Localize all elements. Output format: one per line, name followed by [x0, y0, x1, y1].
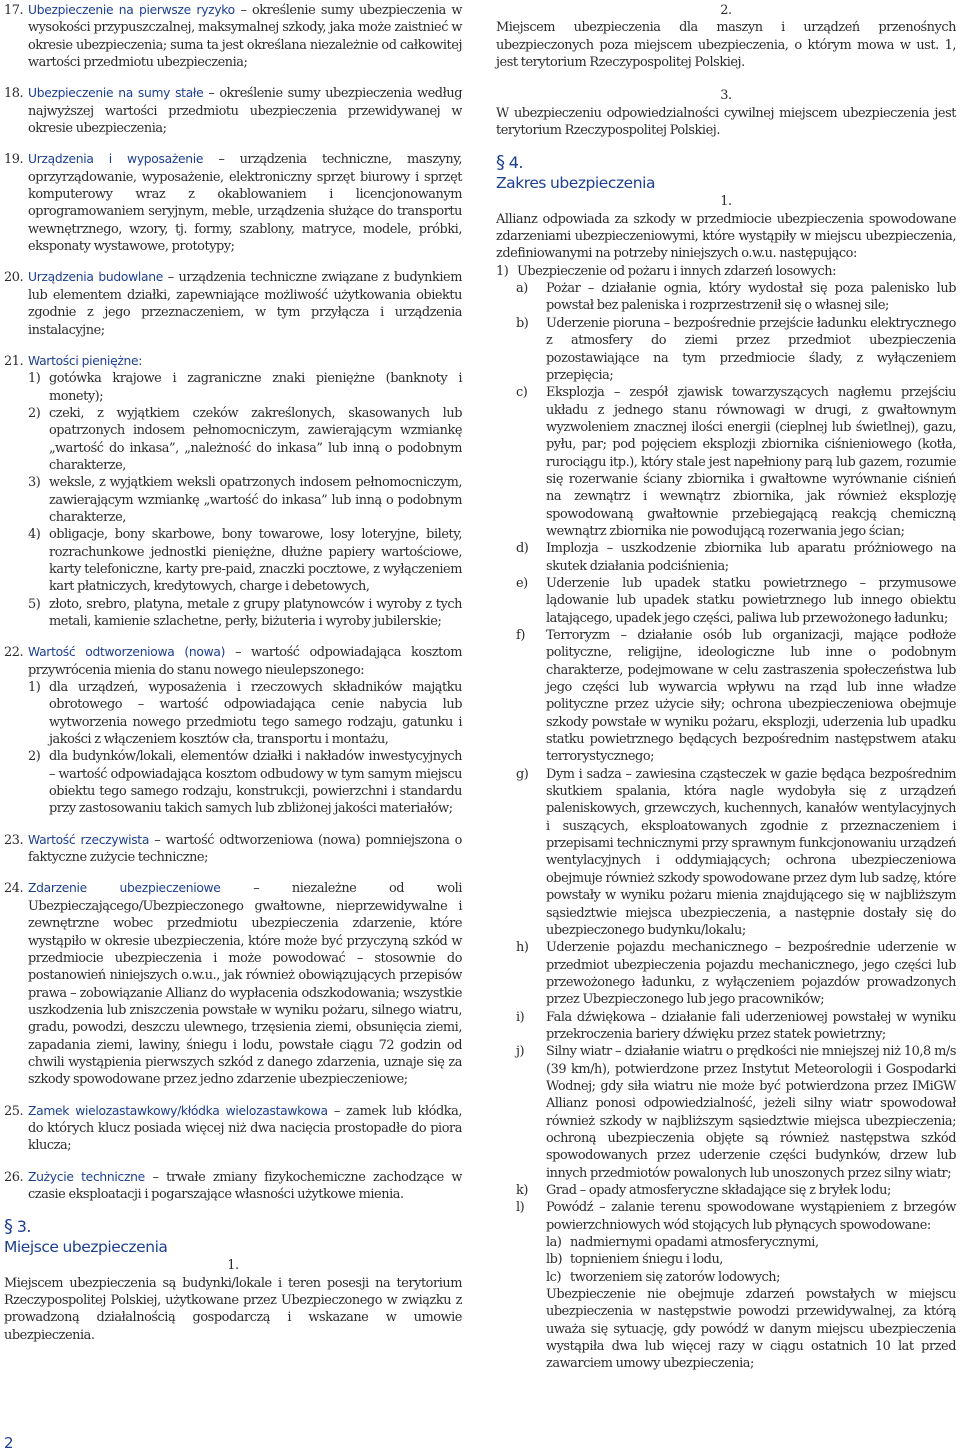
paragraph-text: Miejscem ubezpieczenia są budynki/lokale i teren posesji na terytorium Rzeczypospolitej Polskiej, użytkowane przez Ubezpieczonego w związku z prowadzoną działalnością gospodarczą i wskazane w umowie ubezpieczenia. — [4, 1275, 462, 1343]
list-text: Uderzenie lub upadek statku powietrznego – przymusowe lądowanie lub upadek statku powietrznego lub innego obiektu latającego, upadek jego części, paliwa lub przewożonego ładunku; — [546, 575, 956, 626]
list-marker: 1) — [28, 680, 41, 696]
list-text: złoto, srebro, platyna, metale z grupy platynowców i wyroby z tych metali, kamienie szlachetne, perły, biżuteria i wyroby jubilerskie; — [49, 596, 462, 629]
list-item — [516, 540, 956, 575]
definition-term: Ubezpieczenie na pierwsze ryzyko — [28, 3, 235, 17]
list-marker: d) — [516, 541, 529, 557]
definition-body — [28, 1169, 462, 1204]
list-text: Uderzenie pojazdu mechanicznego – bezpośrednie uderzenie w przedmiot ubezpieczenia pojazdu mechanicznego, jego części lub przewożonego ładunku, z wyłączeniem pojazdów prowadzonych przez Ubezpieczonego lub jego pracowników; — [546, 940, 956, 1008]
definition-number: 18. — [4, 86, 24, 102]
definition-text: – określenie sumy ubezpieczenia w wysokości przypuszczalnej, maksymalnej szkody, jaka może zaistnieć w okresie ubezpieczenia; suma ta jest określana niezależnie od całkowitej wartości przedmiotu ubezpieczenia; — [28, 3, 462, 71]
definition-body — [28, 832, 462, 867]
definition-text: – urządzenia techniczne związane z budynkiem lub elementem działki, zapewniające możliwość użytkowania obiektu zgodnie z jego przeznaczeniem, w tym przyłącza i urządzenia instalacyjne; — [28, 270, 462, 338]
section-number: 3. — [16, 1217, 32, 1237]
list-marker: lc) — [546, 1269, 562, 1285]
definition-term: Urządzenia budowlane — [28, 270, 163, 285]
section-4-heading — [496, 153, 956, 193]
definition-body — [28, 1103, 462, 1155]
list-item — [28, 370, 462, 405]
list-item — [546, 1251, 956, 1268]
list-text: Dym i sadza – zawiesina cząsteczek w gazie będąca bezpośrednim skutkiem spalania, która nagle wydobyła się z urządzeń paleniskowych, grzewczych, kuchennych, kanałów wentylacyjnych i suszących, eksploatowanych zgodnie z przeznaczeniem i przepisami technicznymi przy sprawnym funkcjonowaniu urządzeń wentylacyjnych i oddymiających; ochrona ubezpieczeniowa obejmuje również szkody spowodowane przez dym lub sadzę, które powstały w wyniku pożaru mienia znajdującego się w najbliższym sąsiedztwie miejsca ubezpieczenia, a następnie dostały się do ubezpieczonego budynku/lokalu; — [546, 766, 956, 938]
definition-number: 22. — [4, 645, 24, 661]
definition-term: Urządzenia i wyposażenie — [28, 152, 204, 167]
list-marker: g) — [516, 766, 529, 782]
definition-item — [4, 151, 462, 255]
definition-term: Wartość rzeczywista — [28, 832, 150, 847]
list-item — [28, 474, 462, 526]
definition-term: Zdarzenie ubezpieczeniowe — [28, 881, 221, 896]
list-text: czeki, z wyjątkiem czeków zakreślonych, skasowanych lub opatrzonych indosem pełnomocniczym, zawierającym wzmiankę „wartość do inkasa”, „należność do inkasa” lub inną o podobnym charakterze, — [49, 405, 462, 473]
definition-item — [4, 85, 462, 137]
list-item — [28, 596, 462, 631]
list-marker: 2) — [28, 749, 41, 765]
list-item — [516, 1043, 956, 1182]
paragraph-number: 3. — [720, 88, 732, 104]
list-item — [516, 766, 956, 939]
list-marker: 5) — [28, 596, 41, 612]
definition-item — [4, 1103, 462, 1155]
list-item — [516, 384, 956, 540]
list-text: gotówka krajowe i zagraniczne znaki pieniężne (banknoty i monety); — [49, 371, 462, 404]
list-marker: i) — [516, 1009, 525, 1025]
definition-text: – trwałe zmiany fizykochemiczne zachodzące w czasie eksploatacji i pogarszające własności użytkowe mienia. — [28, 1169, 463, 1202]
list-item — [516, 627, 956, 766]
list-marker: l) — [516, 1200, 525, 1216]
list-item — [516, 1009, 956, 1044]
definition-number: 24. — [4, 881, 24, 897]
definition-body — [28, 880, 462, 1088]
list-item — [546, 1234, 956, 1251]
list-marker: f) — [516, 628, 525, 643]
list-marker: 1) — [28, 371, 41, 387]
list-marker: c) — [516, 385, 528, 401]
page-number: 2 — [4, 1434, 14, 1452]
definition-number: 25. — [4, 1103, 24, 1119]
definition-term: Ubezpieczenie na sumy stałe — [28, 86, 204, 101]
list-text: Fala dźwiękowa – działanie fali uderzeniowej powstałej w wyniku przekroczenia bariery dźwięku przez statek powietrzny; — [546, 1009, 956, 1042]
list-item — [516, 1199, 956, 1234]
definition-item — [4, 880, 462, 1088]
list-text: Implozja – uszkodzenie zbiornika lub aparatu próżniowego na skutek działania podciśnienia; — [546, 541, 956, 574]
definition-term: Wartości pieniężne: — [28, 353, 143, 368]
list-item — [28, 526, 462, 595]
list-text: tworzeniem się zatorów lodowych; — [570, 1269, 781, 1285]
definition-number: 21. — [4, 353, 24, 369]
section-number: 4. — [508, 153, 524, 173]
list-marker: b) — [516, 315, 529, 331]
list-item — [496, 263, 956, 280]
definition-body — [28, 2, 462, 71]
list-item — [516, 575, 956, 627]
definition-text: – urządzenia techniczne, maszyny, oprzyrządowanie, wyposażenie, elektroniczny sprzęt biurowy i sprzęt komputerowy wraz z okablowaniem i licencjonowanym oprogramowaniem seryjnym, meble, urządzenia służące do transportu wewnętrznego, wzory, tj. formy, szablony, matryce, modele, próbki, eksponaty wystawowe, prototypy; — [28, 152, 463, 255]
list-text: Uderzenie pioruna – bezpośrednie przejście ładunku elektrycznego z atmosfery do ziemi przez przedmiot ubezpieczenia pozostawiające na tym przedmiocie ślady, z wyłączeniem przepięcia; — [546, 315, 956, 383]
list-text: Silny wiatr – działanie wiatru o prędkości nie mniejszej niż 10,8 m/s (39 km/h), potwierdzone przez Instytut Meteorologii i Gospodarki Wodnej; gdy siła wiatru nie może być potwierdzona przez IMiGW Allianz ponosi odpowiedzialność, jeżeli silny wiatr spowodował również szkody w najbliższym sąsiedztwie miejsca ubezpieczenia; ochroną ubezpieczenia objęte są również następstwa szkód spowodowanych przez uderzenie części budynków, drzew lub innych przedmiotów powalonych lub unoszonych przez silny wiatr; — [546, 1044, 956, 1181]
list-marker: e) — [516, 575, 528, 591]
definition-21 — [4, 353, 462, 631]
definition-number: 17. — [4, 3, 24, 18]
definition-text: – określenie sumy ubezpieczenia według najwyższej wartości przedmiotu ubezpieczenia przewidywanej w okresie ubezpieczenia; — [28, 86, 462, 137]
list-text: nadmiernymi opadami atmosferycznymi, — [570, 1235, 819, 1251]
list-text: dla budynków/lokali, elementów działki i nakładów inwestycyjnych – wartość odpowiadająca kosztom odbudowy w tym samym miejscu obiektu tego samego rodzaju, konstrukcji, powierzchni i standardu przy zastosowaniu takich samych lub zbliżonej jakości materiałów; — [49, 749, 462, 817]
list-marker: lb) — [546, 1252, 563, 1268]
list-marker: k) — [516, 1183, 528, 1198]
paragraph-sign: § — [4, 1216, 13, 1238]
list-text: dla urządzeń, wyposażenia i rzeczowych składników majątku obrotowego – wartość odpowiadająca cenie nabycia lub wytworzenia nowego przedmiotu tego samego rodzaju, gatunku i jakości z włączeniem kosztów cła, transportu i montażu, — [49, 680, 462, 748]
definition-text: – wartość odtworzeniowa (nowa) pomniejszona o faktyczne zużycie techniczne; — [28, 832, 462, 866]
section-title: Zakres ubezpieczenia — [496, 174, 656, 193]
list-marker: 3) — [28, 475, 41, 491]
right-column — [496, 2, 956, 1373]
definition-item — [4, 1169, 462, 1204]
list-item — [28, 405, 462, 474]
list-item — [28, 679, 462, 748]
list-marker: 2) — [28, 405, 41, 421]
list-marker: 1) — [496, 263, 509, 279]
list-text: Ubezpieczenie od pożaru i innych zdarzeń losowych: — [517, 263, 836, 279]
definition-number: 23. — [4, 832, 24, 848]
list-marker: 4) — [28, 527, 41, 543]
definition-text: – niezależne od woli Ubezpieczającego/Ubezpieczonego gwałtowne, nieprzewidywalne i zewnętrzne wobec przedmiotu ubezpieczenia zdarzenie, które wystąpiło w okresie ubezpieczenia, które może być przyczyną szkód w przedmiocie ubezpieczenia i może powodować – stosownie do postanowień niniejszych o.w.u., jak również obowiązujących przepisów prawa – zobowiązanie Allianz do wypłacenia odszkodowania; wszystkie uszkodzenia lub zniszczenia powstałe w wyniku pożaru, silnego wiatru, gradu, powodzi, deszczu ulewnego, trzęsienia ziemi, obsunięcia ziemi, zapadania ziemi, lawiny, śniegu i lodu, powstałe ciągu 72 godzin od chwili wystąpienia pierwszych szkód z danego zdarzenia, uznaje się za szkody spowodowane przez jedno zdarzenie ubezpieczeniowe; — [28, 881, 462, 1088]
section-3-heading — [4, 1217, 462, 1257]
list-item — [516, 280, 956, 315]
definition-text: – zamek lub kłódka, do których klucz posiada więcej niż dwa nacięcia prostopadłe do piora klucza; — [28, 1103, 462, 1154]
definition-body — [28, 151, 462, 255]
definition-number: 26. — [4, 1169, 24, 1185]
definition-body — [28, 85, 462, 137]
list-item — [516, 315, 956, 384]
left-column — [4, 2, 462, 1344]
definition-number: 20. — [4, 270, 24, 286]
definition-item — [4, 269, 462, 338]
definition-number: 19. — [4, 152, 24, 168]
definition-item — [4, 2, 462, 71]
paragraph-text: Allianz odpowiada za szkody w przedmiocie ubezpieczenia spowodowane zdarzeniami ubezpieczeniowymi, które wystąpiły w miejscu ubezpieczenia, zdefiniowanymi na potrzeby niniejszych o.w.u. następująco: — [496, 211, 956, 262]
paragraph-text: W ubezpieczeniu odpowiedzialności cywilnej miejscem ubezpieczenia jest terytorium Rzeczypospolitej Polskiej. — [496, 105, 956, 139]
list-marker: a) — [516, 281, 528, 297]
section-title: Miejsce ubezpieczenia — [4, 1238, 168, 1257]
list-text: Pożar – działanie ognia, który wydostał się poza palenisko lub powstał bez paleniska i rozprzestrzenił się o własnej sile; — [546, 281, 956, 314]
definition-item — [4, 832, 462, 867]
definition-term: Wartość odtworzeniowa (nowa) — [28, 645, 226, 660]
paragraph-number: 2. — [720, 3, 732, 18]
list-item — [546, 1269, 956, 1286]
list-item — [516, 939, 956, 1008]
list-text: Powódź – zalanie terenu spowodowane wystąpieniem z brzegów powierzchniowych wód stojących lub płynących spowodowane: — [546, 1200, 956, 1233]
list-text: topnieniem śniegu i lodu, — [570, 1252, 723, 1268]
definition-term: Zamek wielozastawkowy/kłódka wielozastawkowa — [28, 1103, 328, 1118]
paragraph-sign: § — [496, 152, 505, 174]
list-item — [516, 1182, 956, 1199]
definition-body — [28, 269, 462, 338]
paragraph-number: 1. — [227, 1258, 239, 1274]
list-marker: la) — [546, 1235, 562, 1251]
definition-text: – wartość odpowiadająca kosztom przywrócenia mienia do stanu nowego nieulepszonego: — [28, 645, 462, 678]
list-marker: h) — [516, 940, 529, 956]
definition-term: Zużycie techniczne — [28, 1169, 145, 1184]
list-item — [28, 748, 462, 817]
paragraph-text: Miejscem ubezpieczenia dla maszyn i urządzeń przenośnych ubezpieczonych poza miejscem ubezpieczenia, o którym mowa w ust. 1, jest terytorium Rzeczypospolitej Polskiej. — [496, 20, 956, 71]
list-text: obligacje, bony skarbowe, bony towarowe, losy loteryjne, bilety, rozrachunkowe jednostki pieniężne, dłużne papiery wartościowe, karty telefoniczne, karty pre-paid, znaczki pocztowe, z wyłączeniem kart płatniczych, kredytowych, charge i debetowych, — [49, 527, 462, 595]
flood-exclusion-text: Ubezpieczenie nie obejmuje zdarzeń powstałych w miejscu ubezpieczenia w następstwie powodzi przewidywalnej, za którą uważa się sytuację, gdy powódź w danym miejscu ubezpieczenia wystąpiła dwa lub więcej razy w ciągu ostatnich 10 lat przed zawarciem umowy ubezpieczenia; — [546, 1287, 956, 1372]
list-text: Grad – opady atmosferyczne składające się z bryłek lodu; — [546, 1183, 891, 1198]
list-text: weksle, z wyjątkiem weksli opatrzonych indosem pełnomocniczym, zawierającym wzmiankę „wartość do inkasa” lub inną o podobnym charakterze, — [49, 475, 462, 525]
definition-22 — [4, 644, 462, 817]
paragraph-number: 1. — [720, 194, 732, 210]
list-text: Terroryzm – działanie osób lub organizacji, mające podłoże polityczne, religijne, ideologiczne lub inne o podobnym charakterze, podejmowane w celu zastraszenia społeczeństwa lub jego części lub wywarcia wpływu na rząd lub inne władze polityczne przez użycie siły; ochrona ubezpieczeniowa obejmuje szkody powstałe w wyniku pożaru, eksplozji, uderzenia lub upadku statku powietrznego będących bezpośrednim następstwem ataku terrorystycznego; — [546, 628, 956, 765]
list-text: Eksplozja – zespół zjawisk towarzyszących nagłemu przejściu układu z jednego stanu równowagi w drugi, z gwałtownym wyzwoleniem znacznej ilości energii (cieplnej lub świetlnej), gazu, pyłu, par; pod pojęciem eksplozji zbiornika ciśnieniowego (kotła, rurociągu itp.), który stale jest napełniony parą lub gazem, rozumie się rozerwanie ściany zbiornika i gwałtowne wyrównanie ciśnień na zewnątrz i wewnątrz zbiornika, jak również eksplozję spowodowaną gwałtownie przebiegającą reakcją chemiczną wewnątrz zbiornika nie powodującą rozerwania jego ścian; — [546, 385, 956, 539]
list-marker: j) — [516, 1044, 525, 1060]
